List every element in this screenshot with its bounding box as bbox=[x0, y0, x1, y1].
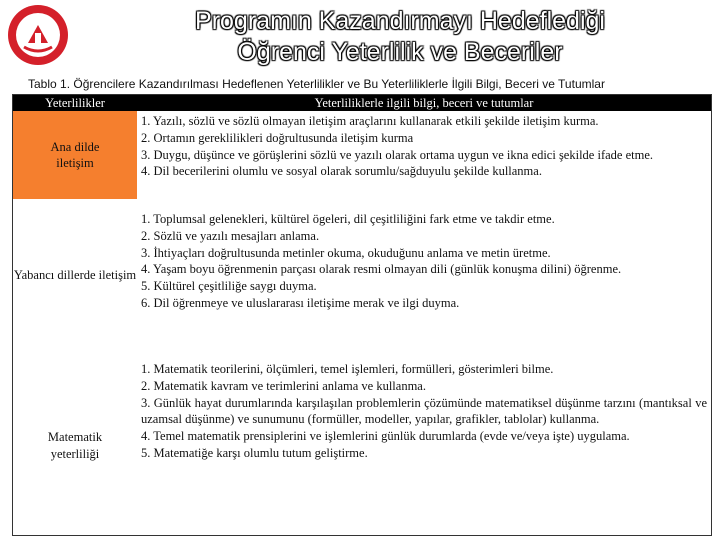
list-item: 2. Ortamın gereklilikleri doğrultusunda iletişim kurma bbox=[141, 130, 414, 145]
row-label-yabanci-dil: Yabancı dillerde iletişim bbox=[13, 268, 137, 282]
row-content-ana-dil bbox=[141, 113, 707, 180]
list-item: 2. Matematik kavram ve terimlerini anlama ve kullanma. bbox=[141, 378, 426, 393]
competency-table bbox=[12, 94, 712, 536]
ministry-logo-icon bbox=[6, 3, 70, 67]
column-header-skills: Yeterliliklerle ilgili bilgi, beceri ve tutumlar bbox=[137, 95, 711, 111]
title-line-2: Öğrenci Yeterlilik ve Beceriler bbox=[237, 38, 563, 66]
row-label-matematik bbox=[13, 429, 137, 462]
list-item: 4. Yaşam boyu öğrenmenin parçası olarak resmi olmayan dili (günlük konuşma dilini) öğrenme. bbox=[141, 262, 622, 277]
list-item: 1. Matematik teorilerini, ölçümleri, temel işlemleri, formülleri, gösterimleri bilme. bbox=[141, 362, 554, 376]
list-item: 4. Temel matematik prensiplerini ve işlemlerini günlük durumlarda (evde ve/veya işte) uygulama. bbox=[141, 429, 630, 444]
row-label-ana-dil: Ana dilde iletişim bbox=[50, 140, 100, 170]
table-caption: Tablo 1. Öğrencilere Kazandırılması Hedeflenen Yeterlilikler ve Bu Yeterliliklerle İlgili Bilgi, Beceri ve Tutumlar bbox=[28, 77, 605, 91]
list-item: 5. Matematiğe karşı olumlu tutum geliştirme. bbox=[141, 445, 368, 460]
row-label-cell-ana-dil bbox=[13, 111, 137, 199]
list-item: 1. Toplumsal gelenekleri, kültürel ögeleri, dil çeşitliliğini fark etme ve takdir etme. bbox=[141, 212, 555, 226]
column-header-competencies: Yeterlilikler bbox=[13, 95, 137, 111]
row-content-matematik bbox=[141, 361, 707, 462]
list-item: 5. Kültürel çeşitliliğe saygı duyma. bbox=[141, 279, 317, 294]
list-item: 3. Duygu, düşünce ve görüşlerini sözlü ve yazılı olarak ortama uygun ve ikna edici şekilde ifade etme. bbox=[141, 147, 653, 162]
list-item: 4. Dil becerilerini olumlu ve sosyal olarak sorumlu/sağduyulu şekilde kullanma. bbox=[141, 164, 542, 179]
row-content-yabanci-dil bbox=[141, 211, 707, 312]
row-label-cell-matematik bbox=[13, 341, 137, 535]
list-item: 3. Günlük hayat durumlarında karşılaşılan problemlerin çözümünde matematiksel düşünme tarzını (mantıksal ve uzamsal düşünme) ve sunumunu (formüller, modeller, yapılar, grafikler, tablolar) kullanma. bbox=[141, 395, 707, 427]
row-label-cell-yabanci-dil bbox=[13, 199, 137, 341]
title-line-1: Programın Kazandırmayı Hedeflediği bbox=[195, 7, 605, 35]
list-item: 2. Sözlü ve yazılı mesajları anlama. bbox=[141, 228, 320, 243]
row-label-matematik-text: Matematik yeterliliği bbox=[47, 430, 103, 461]
list-item: 6. Dil öğrenmeye ve uluslararası iletişime merak ve ilgi duyma. bbox=[141, 295, 460, 310]
list-item: 3. İhtiyaçları doğrultusunda metinler okuma, okuduğunu anlama ve metin üretme. bbox=[141, 245, 551, 260]
page-title bbox=[110, 6, 690, 68]
list-item: 1. Yazılı, sözlü ve sözlü olmayan iletişim araçlarını kullanarak etkili şekilde iletişim kurma. bbox=[141, 114, 599, 128]
